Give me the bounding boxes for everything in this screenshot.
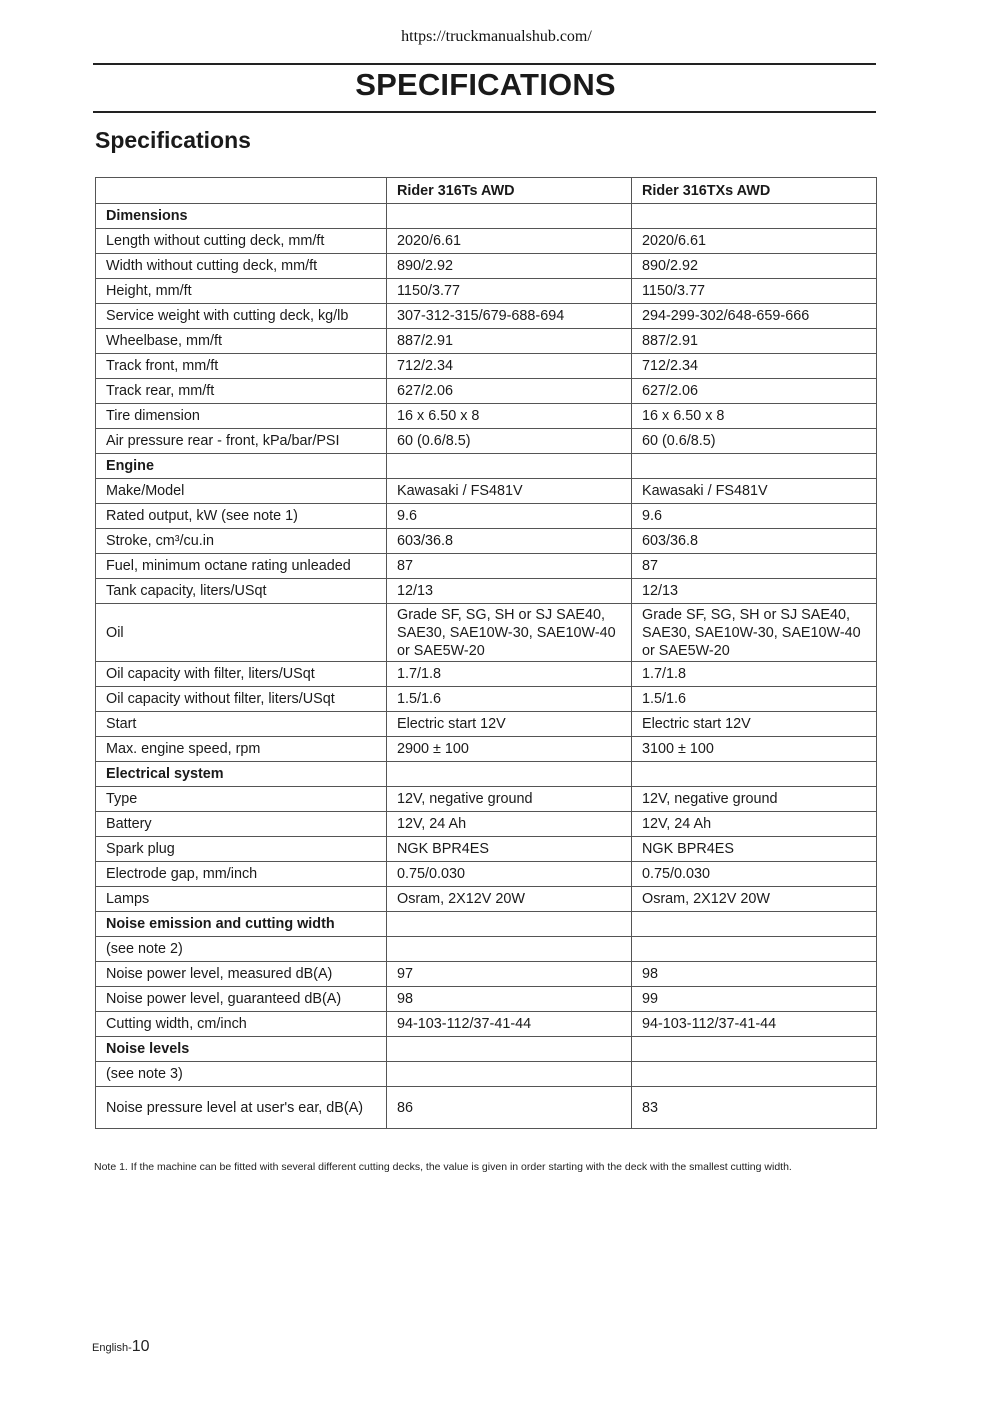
row-label: Noise power level, guaranteed dB(A) xyxy=(96,987,387,1012)
title-rule-top xyxy=(93,63,876,65)
row-label: Start xyxy=(96,712,387,737)
row-value-model-1: 87 xyxy=(387,554,632,579)
section-title: Specifications xyxy=(95,127,251,153)
table-section-row xyxy=(96,204,877,229)
table-row xyxy=(96,279,877,304)
row-label: Noise power level, measured dB(A) xyxy=(96,962,387,987)
table-row xyxy=(96,579,877,604)
row-value-model-2: 83 xyxy=(632,1087,877,1129)
table-row xyxy=(96,554,877,579)
row-value-model-2: 60 (0.6/8.5) xyxy=(632,429,877,454)
row-value-model-1: 887/2.91 xyxy=(387,329,632,354)
row-label: Tank capacity, liters/USqt xyxy=(96,579,387,604)
row-label: Tire dimension xyxy=(96,404,387,429)
row-value-model-1: 1.7/1.8 xyxy=(387,662,632,687)
row-value-model-2: 890/2.92 xyxy=(632,254,877,279)
page-title: SPECIFICATIONS xyxy=(355,67,616,102)
row-label: Service weight with cutting deck, kg/lb xyxy=(96,304,387,329)
table-row xyxy=(96,987,877,1012)
row-label: Track rear, mm/ft xyxy=(96,379,387,404)
table-row xyxy=(96,479,877,504)
row-value-model-1 xyxy=(387,762,632,787)
row-value-model-2: 627/2.06 xyxy=(632,379,877,404)
row-value-model-1: 60 (0.6/8.5) xyxy=(387,429,632,454)
row-value-model-2: Electric start 12V xyxy=(632,712,877,737)
table-row xyxy=(96,429,877,454)
row-value-model-2: 12/13 xyxy=(632,579,877,604)
row-value-model-2: 16 x 6.50 x 8 xyxy=(632,404,877,429)
row-label: Fuel, minimum octane rating unleaded xyxy=(96,554,387,579)
row-label: Wheelbase, mm/ft xyxy=(96,329,387,354)
row-value-model-2: NGK BPR4ES xyxy=(632,837,877,862)
row-value-model-1: Grade SF, SG, SH or SJ SAE40, SAE30, SAE10W-30, SAE10W-40 or SAE5W-20 xyxy=(387,604,632,662)
row-label: Noise levels xyxy=(96,1037,387,1062)
row-value-model-2: 9.6 xyxy=(632,504,877,529)
row-value-model-1 xyxy=(387,912,632,937)
row-value-model-1 xyxy=(387,937,632,962)
row-value-model-1: 94-103-112/37-41-44 xyxy=(387,1012,632,1037)
row-label: Engine xyxy=(96,454,387,479)
row-value-model-2: 87 xyxy=(632,554,877,579)
row-value-model-1: 2020/6.61 xyxy=(387,229,632,254)
row-value-model-1: 0.75/0.030 xyxy=(387,862,632,887)
row-value-model-2: 12V, 24 Ah xyxy=(632,812,877,837)
row-value-model-2: 1.5/1.6 xyxy=(632,687,877,712)
row-value-model-1: 890/2.92 xyxy=(387,254,632,279)
row-value-model-1: 712/2.34 xyxy=(387,354,632,379)
row-label: (see note 2) xyxy=(96,937,387,962)
row-value-model-1: 86 xyxy=(387,1087,632,1129)
row-label: (see note 3) xyxy=(96,1062,387,1087)
table-row xyxy=(96,862,877,887)
page-footer xyxy=(92,1338,150,1356)
table-row xyxy=(96,1062,877,1087)
table-section-row xyxy=(96,912,877,937)
table-row xyxy=(96,254,877,279)
row-value-model-1 xyxy=(387,454,632,479)
row-value-model-2: 887/2.91 xyxy=(632,329,877,354)
row-label: Make/Model xyxy=(96,479,387,504)
row-label: Max. engine speed, rpm xyxy=(96,737,387,762)
row-value-model-2: 603/36.8 xyxy=(632,529,877,554)
table-section-row xyxy=(96,1037,877,1062)
row-value-model-2: 2020/6.61 xyxy=(632,229,877,254)
row-label: Oil capacity with filter, liters/USqt xyxy=(96,662,387,687)
row-label: Noise emission and cutting width xyxy=(96,912,387,937)
row-value-model-2 xyxy=(632,454,877,479)
row-value-model-2 xyxy=(632,204,877,229)
table-section-row xyxy=(96,762,877,787)
row-value-model-1: Osram, 2X12V 20W xyxy=(387,887,632,912)
row-value-model-2: 0.75/0.030 xyxy=(632,862,877,887)
table-row xyxy=(96,604,877,662)
table-row xyxy=(96,662,877,687)
table-row xyxy=(96,329,877,354)
row-value-model-1: 16 x 6.50 x 8 xyxy=(387,404,632,429)
table-row xyxy=(96,379,877,404)
row-label: Stroke, cm³/cu.in xyxy=(96,529,387,554)
table-row xyxy=(96,504,877,529)
table-row xyxy=(96,737,877,762)
row-label: Height, mm/ft xyxy=(96,279,387,304)
table-row xyxy=(96,229,877,254)
row-label: Cutting width, cm/inch xyxy=(96,1012,387,1037)
row-value-model-2 xyxy=(632,1037,877,1062)
row-value-model-2: 712/2.34 xyxy=(632,354,877,379)
row-value-model-2: 94-103-112/37-41-44 xyxy=(632,1012,877,1037)
source-url: https://truckmanualshub.com/ xyxy=(401,28,592,45)
table-row xyxy=(96,404,877,429)
row-value-model-2 xyxy=(632,1062,877,1087)
table-row xyxy=(96,1012,877,1037)
row-label: Noise pressure level at user's ear, dB(A) xyxy=(96,1087,387,1129)
row-value-model-1: 12V, 24 Ah xyxy=(387,812,632,837)
row-label: Air pressure rear - front, kPa/bar/PSI xyxy=(96,429,387,454)
row-value-model-1: 1.5/1.6 xyxy=(387,687,632,712)
row-value-model-1: 12/13 xyxy=(387,579,632,604)
specifications-table xyxy=(95,177,877,1129)
row-label: Battery xyxy=(96,812,387,837)
table-row xyxy=(96,354,877,379)
row-value-model-1: NGK BPR4ES xyxy=(387,837,632,862)
row-value-model-2: Kawasaki / FS481V xyxy=(632,479,877,504)
table-section-row xyxy=(96,454,877,479)
row-value-model-2 xyxy=(632,762,877,787)
row-label: Lamps xyxy=(96,887,387,912)
row-value-model-1: 307-312-315/679-688-694 xyxy=(387,304,632,329)
table-row xyxy=(96,712,877,737)
row-value-model-1 xyxy=(387,204,632,229)
row-value-model-2 xyxy=(632,912,877,937)
column-header-model-1: Rider 316Ts AWD xyxy=(387,178,632,204)
title-rule-bottom xyxy=(93,111,876,113)
row-label: Dimensions xyxy=(96,204,387,229)
table-row xyxy=(96,529,877,554)
row-label: Type xyxy=(96,787,387,812)
table-row xyxy=(96,837,877,862)
table-body xyxy=(96,204,877,1129)
row-value-model-1: Kawasaki / FS481V xyxy=(387,479,632,504)
row-value-model-2: 12V, negative ground xyxy=(632,787,877,812)
row-value-model-2: 99 xyxy=(632,987,877,1012)
table-row xyxy=(96,687,877,712)
row-value-model-2: Osram, 2X12V 20W xyxy=(632,887,877,912)
row-value-model-1 xyxy=(387,1062,632,1087)
row-value-model-2 xyxy=(632,937,877,962)
row-label: Spark plug xyxy=(96,837,387,862)
table-header-row xyxy=(96,178,877,204)
table-row xyxy=(96,887,877,912)
row-label: Track front, mm/ft xyxy=(96,354,387,379)
row-label: Rated output, kW (see note 1) xyxy=(96,504,387,529)
footer-language: English- xyxy=(92,1342,132,1354)
row-value-model-1: 12V, negative ground xyxy=(387,787,632,812)
table-row xyxy=(96,304,877,329)
row-value-model-2: 1150/3.77 xyxy=(632,279,877,304)
table-row xyxy=(96,1087,877,1129)
column-header-label xyxy=(96,178,387,204)
table-row xyxy=(96,787,877,812)
table-row xyxy=(96,962,877,987)
row-label: Electrode gap, mm/inch xyxy=(96,862,387,887)
row-value-model-2: 98 xyxy=(632,962,877,987)
row-value-model-2: 3100 ± 100 xyxy=(632,737,877,762)
footnote: Note 1. If the machine can be fitted with several different cutting decks, the value is given in order starting with the deck with the smallest cutting width. xyxy=(94,1161,792,1173)
row-value-model-2: Grade SF, SG, SH or SJ SAE40, SAE30, SAE10W-30, SAE10W-40 or SAE5W-20 xyxy=(632,604,877,662)
row-value-model-2: 294-299-302/648-659-666 xyxy=(632,304,877,329)
row-value-model-1: Electric start 12V xyxy=(387,712,632,737)
column-header-model-2: Rider 316TXs AWD xyxy=(632,178,877,204)
row-value-model-1: 1150/3.77 xyxy=(387,279,632,304)
row-value-model-1: 627/2.06 xyxy=(387,379,632,404)
row-value-model-1: 9.6 xyxy=(387,504,632,529)
row-label: Oil capacity without filter, liters/USqt xyxy=(96,687,387,712)
table-row xyxy=(96,937,877,962)
table-row xyxy=(96,812,877,837)
page-number: 10 xyxy=(131,1338,150,1355)
row-value-model-1: 98 xyxy=(387,987,632,1012)
row-label: Oil xyxy=(96,604,387,662)
row-label: Electrical system xyxy=(96,762,387,787)
row-label: Width without cutting deck, mm/ft xyxy=(96,254,387,279)
row-value-model-1 xyxy=(387,1037,632,1062)
row-value-model-1: 97 xyxy=(387,962,632,987)
row-value-model-1: 603/36.8 xyxy=(387,529,632,554)
row-value-model-2: 1.7/1.8 xyxy=(632,662,877,687)
row-value-model-1: 2900 ± 100 xyxy=(387,737,632,762)
row-label: Length without cutting deck, mm/ft xyxy=(96,229,387,254)
